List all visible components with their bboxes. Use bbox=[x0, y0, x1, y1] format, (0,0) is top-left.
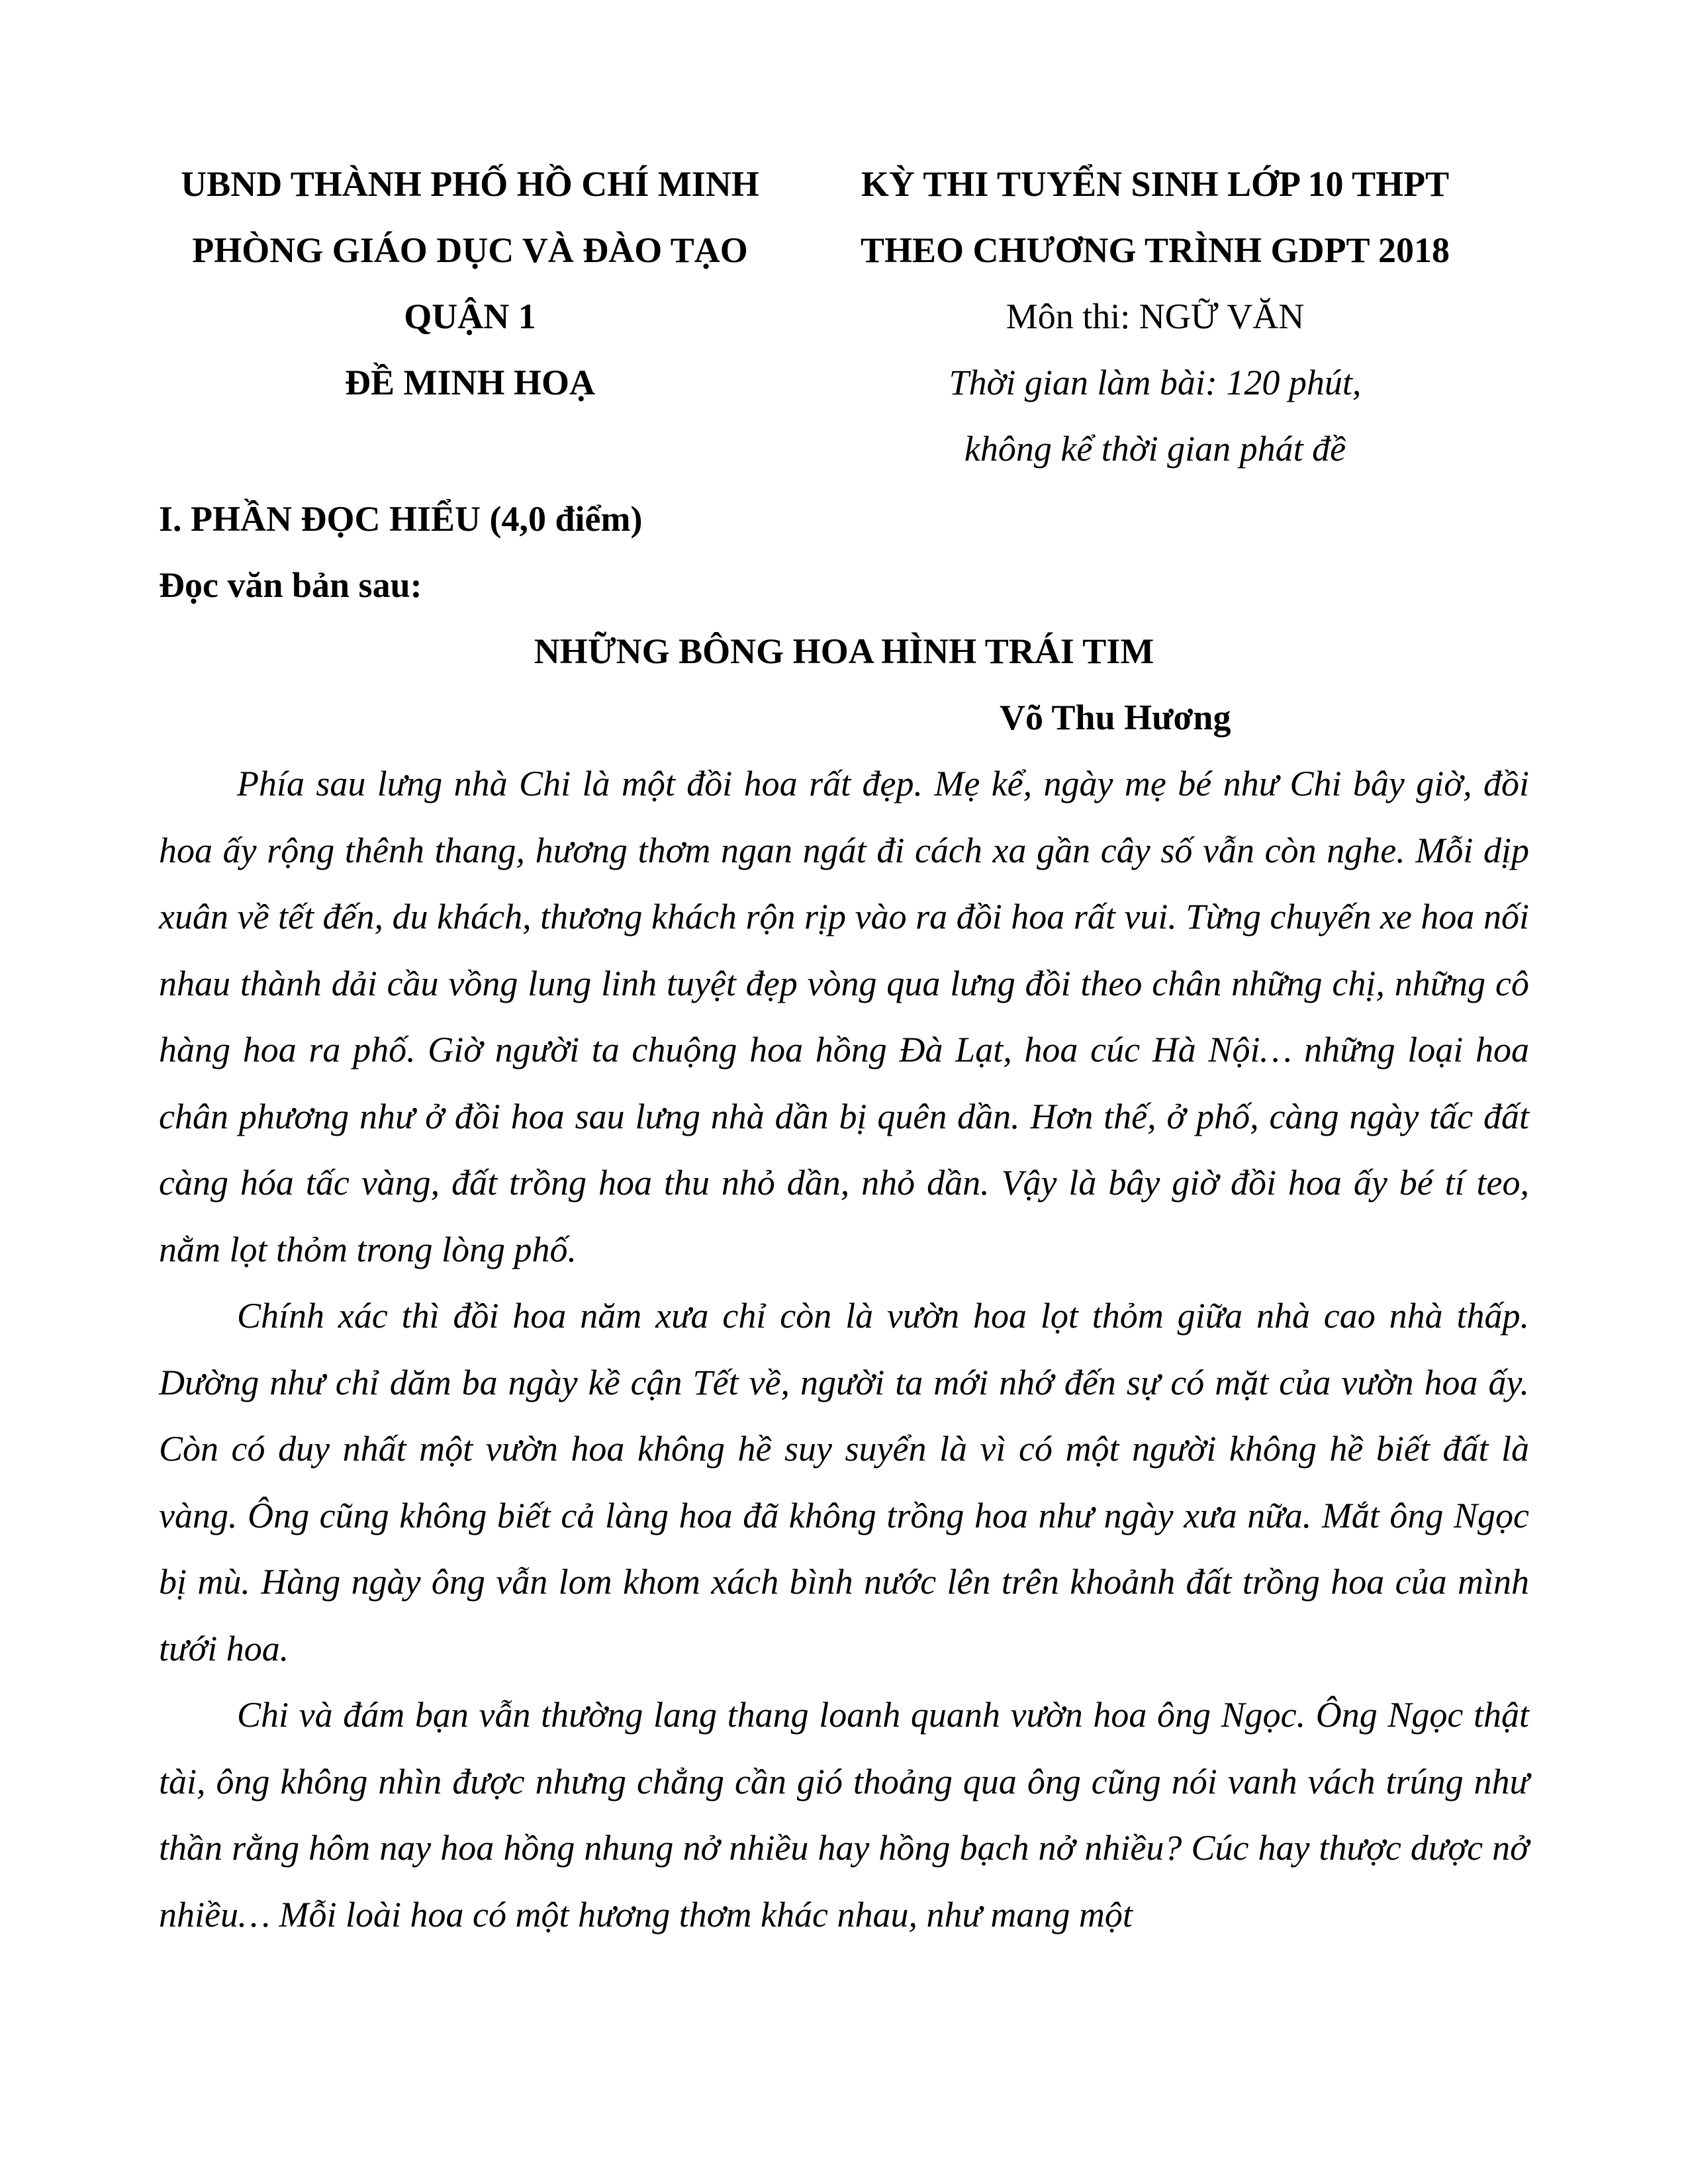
exam-duration-note: không kể thời gian phát đề bbox=[964, 429, 1346, 469]
exam-duration: Thời gian làm bài: 120 phút, bbox=[949, 363, 1362, 402]
district-name: QUẬN 1 bbox=[404, 296, 536, 336]
document-type: ĐỀ MINH HOẠ bbox=[345, 363, 595, 402]
department-name: PHÒNG GIÁO DỤC VÀ ĐÀO TẠO bbox=[192, 230, 748, 270]
story-paragraph-3: Chi và đám bạn vẫn thường lang thang loanh quanh vườn hoa ông Ngọc. Ông Ngọc thật tài, ông không nhìn được nhưng chẳng cần gió thoảng qua ông cũng nói vanh vách trúng như thần rằng hôm nay hoa hồng nhung nở nhiều hay hồng bạch nở nhiều? Cúc hay thược dược nở nhiều… Mỗi loài hoa có một hương thơm khác nhau, như mang một bbox=[159, 1695, 1529, 1934]
section-heading: I. PHẦN ĐỌC HIỂU (4,0 điểm) bbox=[159, 499, 643, 539]
exam-subject: Môn thi: NGỮ VĂN bbox=[1006, 296, 1305, 336]
story-paragraph-1: Phía sau lưng nhà Chi là một đồi hoa rất đẹp. Mẹ kể, ngày mẹ bé như Chi bây giờ, đồi hoa ấy rộng thênh thang, hương thơm ngan ngát đi cách xa gần cây số vẫn còn nghe. Mỗi dịp xuân về tết đến, du khách, thương khách rộn rịp vào ra đồi hoa rất vui. Từng chuyến xe hoa nối nhau thành dải cầu vồng lung linh tuyệt đẹp vòng qua lưng đồi theo chân những chị, những cô hàng hoa ra phố. Giờ người ta chuộng hoa hồng Đà Lạt, hoa cúc Hà Nội… những loại hoa chân phương như ở đồi hoa sau lưng nhà dần bị quên dần. Hơn thế, ở phố, càng ngày tấc đất càng hóa tấc vàng, đất trồng hoa thu nhỏ dần, nhỏ dần. Vậy là bây giờ đồi hoa ấy bé tí teo, nằm lọt thỏm trong lòng phố. bbox=[159, 764, 1529, 1269]
story-body bbox=[159, 751, 1529, 1948]
curriculum-name: THEO CHƯƠNG TRÌNH GDPT 2018 bbox=[860, 230, 1450, 270]
header-right-block bbox=[821, 151, 1489, 482]
reading-instruction: Đọc văn bản sau: bbox=[159, 565, 422, 605]
story-author: Võ Thu Hương bbox=[1000, 698, 1231, 737]
header-left-block bbox=[152, 151, 788, 416]
story-paragraph-2: Chính xác thì đồi hoa năm xưa chỉ còn là vườn hoa lọt thỏm giữa nhà cao nhà thấp. Dường như chỉ dăm ba ngày kề cận Tết về, người ta mới nhớ đến sự có mặt của vườn hoa ấy. Còn có duy nhất một vườn hoa không hề suy suyển là vì có một người không hề biết đất là vàng. Ông cũng không biết cả làng hoa đã không trồng hoa như ngày xưa nữa. Mắt ông Ngọc bị mù. Hàng ngày ông vẫn lom khom xách bình nước lên trên khoảnh đất trồng hoa của mình tưới hoa. bbox=[159, 1296, 1529, 1668]
authority-name: UBND THÀNH PHỐ HỒ CHÍ MINH bbox=[181, 164, 759, 204]
exam-name: KỲ THI TUYỂN SINH LỚP 10 THPT bbox=[861, 164, 1450, 204]
story-title: NHỮNG BÔNG HOA HÌNH TRÁI TIM bbox=[534, 631, 1154, 671]
